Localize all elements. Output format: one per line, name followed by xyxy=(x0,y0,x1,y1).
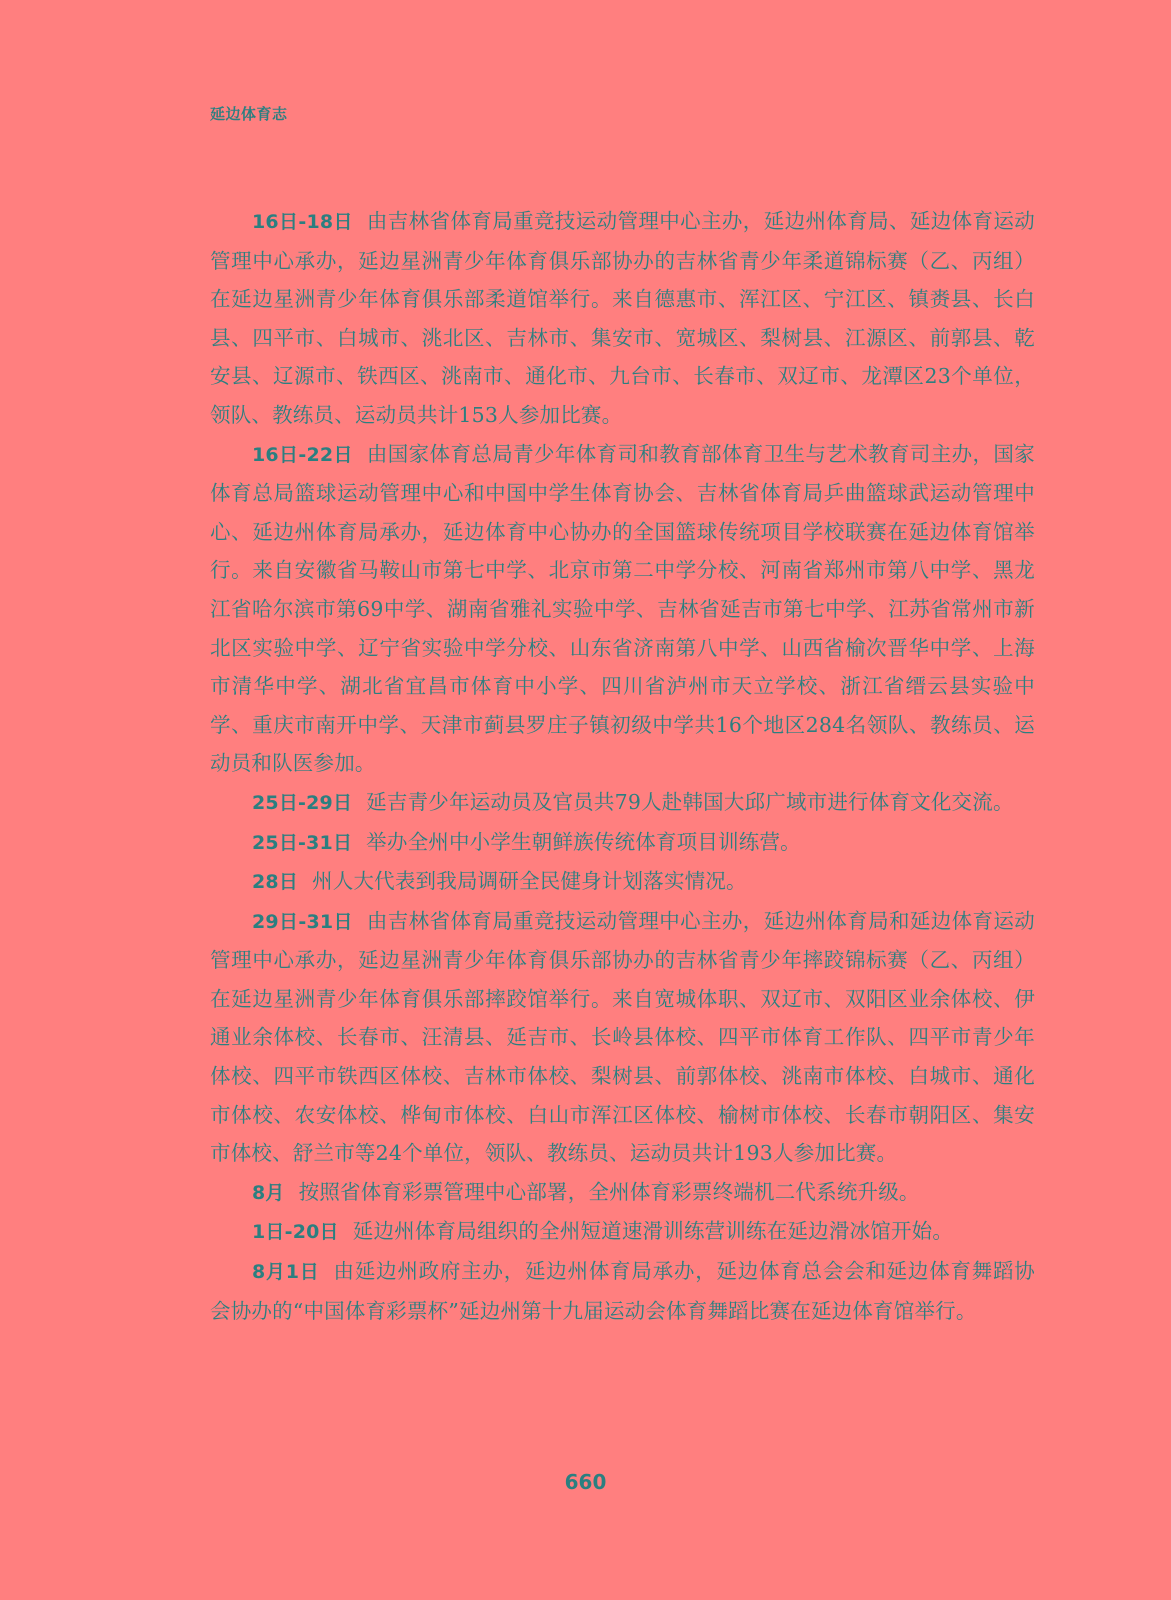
entry-date: 25日-29日 xyxy=(252,791,353,814)
entry-date: 29日-31日 xyxy=(252,910,353,933)
chronicle-entry xyxy=(210,1212,1035,1252)
entry-text: 州人大代表到我局调研全民健身计划落实情况。 xyxy=(312,869,747,894)
entry-text: 按照省体育彩票管理中心部署，全州体育彩票终端机二代系统升级。 xyxy=(298,1179,920,1204)
entry-date: 8月1日 xyxy=(252,1261,320,1284)
entry-date: 8月 xyxy=(252,1181,285,1204)
entry-text: 举办全州中小学生朝鲜族传统体育项目训练营。 xyxy=(366,829,801,854)
entry-date: 1日-20日 xyxy=(252,1221,339,1244)
entry-text: 由国家体育总局青少年体育司和教育部体育卫生与艺术教育司主办，国家体育总局篮球运动管理中心和中国中学生体育协会、吉林省体育局乒曲篮球武运动管理中心、延边州体育局承办，延边体育中心协办的全国篮球传统项目学校联赛在延边体育馆举行。来自安徽省马鞍山市第七中学、北京市第二中学分校、河南省郑州市第八中学、黑龙江省哈尔滨市第69中学、湖南省雅礼实验中学、吉林省延吉市第七中学、江苏省常州市新北区实验中学、辽宁省实验中学分校、山东省济南第八中学、山西省榆次晋华中学、上海市清华中学、湖北省宜昌市体育中小学、四川省泸州市天立学校、浙江省缙云县实验中学、重庆市南开中学、天津市蓟县罗庄子镇初级中学共16个地区284名领队、教练员、运动员和队医参加。 xyxy=(210,441,1035,776)
page-number: 660 xyxy=(564,1470,607,1494)
chronicle-entry xyxy=(210,1173,1035,1213)
entry-date: 25日-31日 xyxy=(252,831,353,854)
chronicle-entry xyxy=(210,202,1035,435)
chronicle-entry xyxy=(210,783,1035,823)
entry-text: 延吉青少年运动员及官员共79人赴韩国大邱广域市进行体育文化交流。 xyxy=(366,789,1014,814)
entry-date: 16日-18日 xyxy=(252,211,353,233)
entry-text: 由吉林省体育局重竞技运动管理中心主办，延边州体育局、延边体育运动管理中心承办，延边星洲青少年体育俱乐部协办的吉林省青少年柔道锦标赛（乙、丙组）在延边星洲青少年体育俱乐部柔道馆举行。来自德惠市、浑江区、宁江区、镇赉县、长白县、四平市、白城市、洮北区、吉林市、集安市、宽城区、梨树县、江源区、前郭县、乾安县、辽源市、铁西区、洮南市、通化市、九台市、长春市、双辽市、龙潭区23个单位，领队、教练员、运动员共计153人参加比赛。 xyxy=(210,209,1035,427)
entry-text: 延边州体育局组织的全州短道速滑训练营训练在延边滑冰馆开始。 xyxy=(352,1219,954,1244)
entry-date: 16日-22日 xyxy=(252,443,353,466)
entry-text: 由吉林省体育局重竞技运动管理中心主办，延边州体育局和延边体育运动管理中心承办，延边星洲青少年体育俱乐部协办的吉林省青少年摔跤锦标赛（乙、丙组）在延边星洲青少年体育俱乐部摔跤馆举行。来自宽城体职、双辽市、双阳区业余体校、伊通业余体校、长春市、汪清县、延吉市、长岭县体校、四平市体育工作队、四平市青少年体校、四平市铁西区体校、吉林市体校、梨树县、前郭体校、洮南市体校、白城市、通化市体校、农安体校、桦甸市体校、白山市浑江区体校、榆树市体校、长春市朝阳区、集安市体校、舒兰市等24个单位，领队、教练员、运动员共计193人参加比赛。 xyxy=(210,908,1035,1166)
entry-date: 28日 xyxy=(252,871,299,894)
chronicle-entry xyxy=(210,435,1035,783)
chronicle-entry xyxy=(210,1252,1035,1330)
entry-text: 由延边州政府主办，延边州体育局承办，延边体育总会会和延边体育舞蹈协会协办的“中国体育彩票杯”延边州第十九届运动会体育舞蹈比赛在延边体育馆举行。 xyxy=(210,1259,1035,1323)
running-header: 延边体育志 xyxy=(210,105,288,123)
chronicle-entry xyxy=(210,823,1035,863)
page-body xyxy=(210,202,1035,1330)
chronicle-entry xyxy=(210,862,1035,902)
chronicle-entry xyxy=(210,902,1035,1173)
